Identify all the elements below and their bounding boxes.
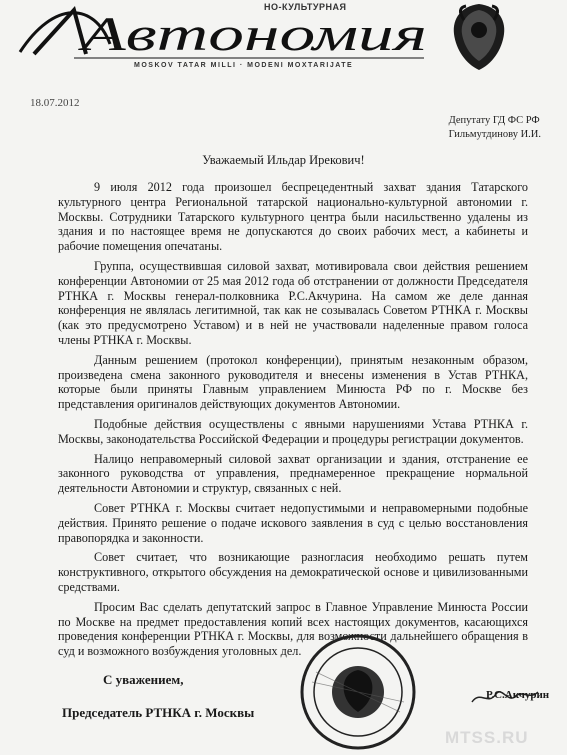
addressee-block bbox=[449, 114, 541, 142]
letterhead-bottom-text: MOSKOV TATAR MILLI · MODENI MOXTARIJATE bbox=[134, 62, 354, 69]
paragraph-7: Совет считает, что возникающие разногласия необходимо решать путем конструктивного, открытого обсуждения на демократической основе и цивилизованными средствами. bbox=[58, 550, 528, 594]
addressee-line-1: Депутату ГД ФС РФ bbox=[448, 115, 540, 126]
letter-body bbox=[58, 180, 528, 664]
paragraph-8: Просим Вас сделать депутатский запрос в Главное Управление Минюста России по Москве на предмет предоставления копий всех настоящих документов, касающихся проведения конференции РТНКА г. Москвы, для возможности дальнейшего обращения в суд и возможного возбуждения уголовных дел. bbox=[58, 599, 528, 659]
site-watermark: MTSS.RU bbox=[445, 728, 529, 747]
addressee-line-2: Гильмутдинову И.И. bbox=[448, 129, 541, 140]
paragraph-5: Налицо неправомерный силовой захват организации и здания, отстранение ее законного руководства от управления, преднамеренное прекращение нормальной деятельности Автономии и структур, связанных с ней. bbox=[58, 451, 528, 496]
letterhead-wordmark bbox=[14, 4, 434, 62]
paragraph-1: 9 июля 2012 года произошел беспрецедентный захват здания Татарского культурного центра Региональной татарской национально-культурной автономии г. Москвы. Сотрудники Татарского культурного центра были насильственно удалены из здания и по настоящее время не допускаются до своих рабочих мест, а кабинеты и рабочие помещения опечатаны. bbox=[58, 180, 528, 254]
salutation: Уважаемый Ильдар Ирекович! bbox=[202, 153, 365, 167]
paragraph-6: Совет РТНКА г. Москвы считает недопустимыми и неправомерными подобные действия. Принято решение о подаче искового заявления в суд с целью восстановления правопорядка и законности. bbox=[58, 500, 528, 545]
letterhead-logo bbox=[14, 2, 434, 76]
signer-name: Р.С.Акчурин bbox=[486, 689, 550, 701]
official-stamp-icon bbox=[298, 632, 418, 752]
letterhead-top-text: НО-КУЛЬТУРНАЯ bbox=[264, 2, 347, 12]
paragraph-2: Группа, осуществившая силовой захват, мотивировала свои действия решением конференции Автономии от 25 мая 2012 года об отстранении от должности Председателя РТНКА г. Москвы генерал-полковника Р.С.Акчурина. На самом же деле данная конференция не являлась легитимной, так как не созывалась Советом РТНКА г. Москвы (как это предусмотрено Уставом) и в ней не участвовали наделенные правом голоса члены РТНКА г. Москвы. bbox=[58, 258, 528, 347]
letterhead-wordmark-text: Автономия bbox=[77, 8, 427, 61]
crest-emblem-icon bbox=[444, 0, 514, 74]
paragraph-4: Подобные действия осуществлены с явными нарушениями Устава РТНКА г. Москвы, законодательства Российской Федерации и процедуры регистрации документов. bbox=[58, 416, 528, 446]
closing-phrase: С уважением, bbox=[103, 672, 184, 687]
letter-date: 18.07.2012 bbox=[30, 97, 80, 109]
paragraph-3: Данным решением (протокол конференции), принятым незаконным образом, произведена смена законного руководителя и внесены изменения в Устав РТНКА, которые были приняты Главным управлением Минюста РФ по г. Москве без представления оригиналов действующих документов Автономии. bbox=[58, 352, 528, 412]
signer-title: Председатель РТНКА г. Москвы bbox=[62, 705, 255, 720]
